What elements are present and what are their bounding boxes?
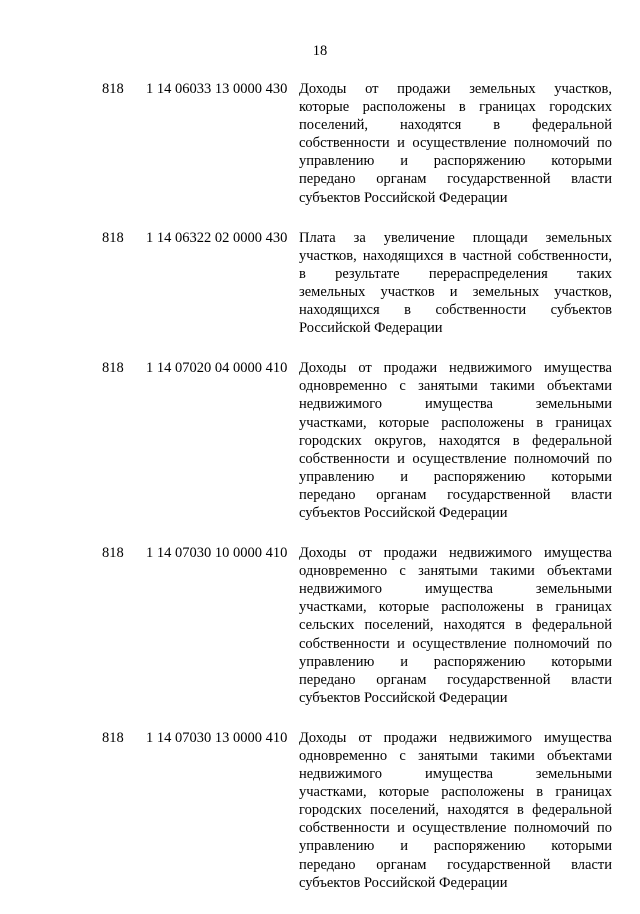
description-line: городских поселений, находятся в федеральной [299, 802, 612, 819]
description-line: участками, которые расположены в границах [299, 599, 612, 616]
description-line: недвижимого имущества земельными [299, 766, 612, 783]
income-description [299, 229, 612, 338]
list-item [0, 729, 640, 892]
income-description [299, 729, 612, 892]
description-line: субъектов Российской Федерации [299, 689, 508, 706]
list-item [0, 544, 640, 707]
description-line: поселений, находятся в федеральной [299, 117, 612, 134]
description-line: одновременно с занятыми такими объектами [299, 378, 612, 395]
income-description [299, 544, 612, 707]
description-line: управлению и распоряжению которыми [299, 153, 612, 170]
description-line: одновременно с занятыми такими объектами [299, 563, 612, 580]
admin-code: 818 [102, 729, 124, 746]
description-line: участков, находящихся в частной собственности, [299, 247, 612, 264]
description-line: сельских поселений, находятся в федеральной [299, 617, 612, 634]
description-line: собственности и осуществление полномочий по [299, 450, 612, 467]
description-line: Доходы от продажи недвижимого имущества [299, 729, 612, 746]
description-line: находящихся в собственности субъектов [299, 302, 612, 319]
description-line: субъектов Российской Федерации [299, 189, 508, 206]
description-line: в результате перераспределения таких [299, 265, 612, 282]
description-line: которые расположены в границах городских [299, 99, 612, 116]
description-line: передано органам государственной власти [299, 856, 612, 873]
budget-classification-code: 1 14 06033 13 0000 430 [146, 81, 288, 97]
page-number: 18 [312, 43, 328, 59]
description-line: управлению и распоряжению которыми [299, 838, 612, 855]
description-line: участками, которые расположены в границах [299, 414, 612, 431]
description-line: управлению и распоряжению которыми [299, 468, 612, 485]
description-line: передано органам государственной власти [299, 671, 612, 688]
description-line: недвижимого имущества земельными [299, 396, 612, 413]
description-line: Доходы от продажи недвижимого имущества [299, 360, 612, 377]
budget-classification-code: 1 14 07030 13 0000 410 [146, 729, 288, 746]
description-line: недвижимого имущества земельными [299, 581, 612, 598]
income-code-list [0, 80, 640, 914]
budget-classification-code: 1 14 06322 02 0000 430 [146, 229, 288, 246]
description-line: управлению и распоряжению которыми [299, 653, 612, 670]
description-line: Доходы от продажи недвижимого имущества [299, 545, 612, 562]
description-line: участками, которые расположены в границах [299, 784, 612, 801]
budget-classification-code: 1 14 07020 04 0000 410 [146, 360, 288, 377]
budget-classification-code: 1 14 07030 10 0000 410 [146, 545, 288, 562]
list-item [0, 80, 640, 207]
admin-code: 818 [102, 229, 124, 246]
admin-code: 818 [102, 360, 124, 377]
description-line: одновременно с занятыми такими объектами [299, 748, 612, 764]
admin-code: 818 [102, 81, 124, 97]
description-line: земельных участков и земельных участков, [299, 283, 612, 300]
description-line: передано органам государственной власти [299, 171, 612, 188]
list-item [0, 229, 640, 338]
list-item [0, 359, 640, 522]
description-line: субъектов Российской Федерации [299, 504, 508, 521]
description-line: передано органам государственной власти [299, 486, 612, 503]
admin-code: 818 [102, 545, 124, 562]
description-line: собственности и осуществление полномочий по [299, 820, 612, 837]
description-line: городских округов, находятся в федеральной [299, 432, 612, 449]
description-line: собственности и осуществление полномочий по [299, 135, 612, 152]
description-line: Российской Федерации [299, 320, 443, 337]
description-line: Доходы от продажи земельных участков, [299, 81, 612, 97]
description-line: Плата за увеличение площади земельных [299, 229, 612, 246]
description-line: собственности и осуществление полномочий по [299, 635, 612, 652]
income-description [299, 359, 612, 522]
description-line: субъектов Российской Федерации [299, 874, 508, 891]
income-description [299, 80, 612, 207]
